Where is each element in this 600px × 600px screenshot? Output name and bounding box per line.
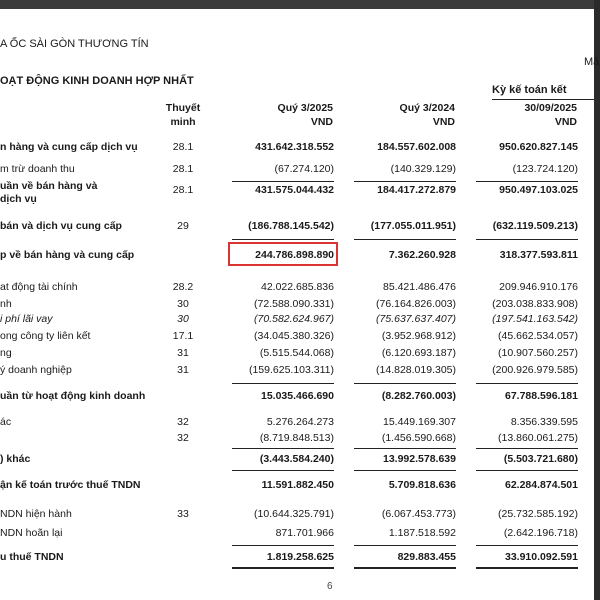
row-note: 32 [177, 416, 189, 428]
row-value-col1: (5.515.544.068) [259, 347, 334, 359]
col1-period: Quý 3/2025 [277, 102, 333, 114]
rule-col3-e [476, 470, 578, 471]
row-value-col3: (632.119.509.213) [492, 220, 578, 232]
row-value-col1: 11.591.882.450 [261, 479, 334, 491]
row-value-col1: (3.443.584.240) [259, 453, 334, 465]
row-value-col2: 7.362.260.928 [388, 249, 456, 261]
row-value-col2: 829.883.455 [397, 551, 456, 563]
row-value-col2: (76.164.826.003) [376, 298, 456, 310]
row-value-col3: 950.497.103.025 [499, 184, 578, 196]
row-label: ý doanh nghiệp [0, 364, 72, 376]
row-value-col3: (2.642.196.718) [503, 527, 578, 539]
row-label: NDN hiện hành [0, 508, 72, 520]
row-label: m trừ doanh thu [0, 163, 75, 175]
row-value-col3: 209.946.910.176 [499, 281, 578, 293]
rule-col2-a [354, 181, 456, 182]
row-note: 32 [177, 432, 189, 444]
col2-header [352, 101, 455, 129]
row-label: ) khác [0, 453, 31, 465]
rule-col1-b [232, 239, 334, 240]
row-value-col3: 318.377.593.811 [499, 249, 578, 261]
row-label: uần từ hoạt động kinh doanh [0, 390, 146, 402]
top-right-fragment: Mã [584, 56, 600, 68]
row-label: ong công ty liên kết [0, 330, 91, 342]
row-value-col1: 5.276.264.273 [266, 416, 334, 428]
row-value-col3: (25.732.585.192) [498, 508, 578, 520]
row-note: 31 [177, 364, 189, 376]
row-value-col3: (123.724.120) [512, 163, 578, 175]
period-group-header: Kỳ kế toán kết [492, 84, 567, 96]
rule-col1-e [232, 470, 334, 471]
row-note: 31 [177, 347, 189, 359]
row-value-col3: (13.860.061.275) [498, 432, 578, 444]
row-label: ng [0, 347, 12, 359]
row-label: ác [0, 416, 12, 428]
row-value-col3: (197.541.163.542) [492, 313, 578, 325]
row-value-col2: 184.557.602.008 [377, 141, 456, 153]
row-note: 28.1 [172, 184, 194, 196]
rule-col2-f [354, 545, 456, 546]
row-label: at động tài chính [0, 281, 78, 293]
row-value-col1: (72.588.090.331) [254, 298, 334, 310]
row-note: 28.1 [172, 141, 194, 153]
row-value-col1: (70.582.624.967) [254, 313, 334, 325]
row-value-col2: 1.187.518.592 [388, 527, 456, 539]
row-note: 33 [177, 508, 189, 520]
row-value-col2: 85.421.486.476 [383, 281, 456, 293]
rule-col1-c [232, 383, 334, 384]
row-value-col3: (45.662.534.057) [498, 330, 578, 342]
col1-header [230, 101, 333, 129]
period-group-rule [492, 99, 594, 100]
rule-col1-a [232, 181, 334, 182]
row-value-col2: (8.282.760.003) [381, 390, 456, 402]
row-label: bán và dịch vụ cung cấp [0, 220, 122, 232]
row-value-col1: 1.819.258.625 [266, 551, 334, 563]
row-label: ận kế toán trước thuế TNDN [0, 479, 141, 491]
row-value-col3: (203.038.833.908) [492, 298, 578, 310]
row-value-col2: (75.637.637.407) [376, 313, 456, 325]
right-edge [594, 0, 600, 600]
row-value-col3: 33.910.092.591 [505, 551, 578, 563]
row-value-col3: (5.503.721.680) [503, 453, 578, 465]
row-value-col2: 184.417.272.879 [377, 184, 456, 196]
col1-unit: VND [310, 116, 333, 128]
row-value-col1: (10.644.325.791) [254, 508, 334, 520]
rule-col1-d [232, 448, 334, 449]
note-header: Thuyết minh [165, 102, 201, 128]
rule-col1-f [232, 545, 334, 546]
row-value-col2: 15.449.169.307 [383, 416, 456, 428]
rule-col2-b [354, 239, 456, 240]
row-value-col1: (8.719.848.513) [259, 432, 334, 444]
row-value-col1: 871.701.966 [275, 527, 334, 539]
col3-header [474, 101, 577, 129]
row-label: nh [0, 298, 12, 310]
company-name: A ỐC SÀI GÒN THƯƠNG TÍN [0, 38, 149, 50]
row-label: i phí lãi vay [0, 313, 53, 325]
row-value-col2: (6.120.693.187) [381, 347, 456, 359]
rule-col3-d [476, 448, 578, 449]
rule-col3-a [476, 181, 578, 182]
row-value-col1: 431.575.044.432 [255, 184, 334, 196]
col3-unit: VND [554, 116, 577, 128]
rule-col2-d [354, 448, 456, 449]
row-value-col1: (34.045.380.326) [254, 330, 334, 342]
row-note: 28.1 [172, 163, 194, 175]
row-value-col2: (14.828.019.305) [376, 364, 456, 376]
row-note: 28.2 [172, 281, 194, 293]
row-note: 17.1 [172, 330, 194, 342]
row-note: 30 [177, 298, 189, 310]
row-value-col3: 67.788.596.181 [505, 390, 578, 402]
row-value-col1: 431.642.318.552 [255, 141, 334, 153]
row-value-col2: 5.709.818.636 [388, 479, 456, 491]
row-label: uần về bán hàng và dịch vụ [0, 180, 98, 205]
row-note: 29 [177, 220, 189, 232]
rule-col3-b [476, 239, 578, 240]
col2-period: Quý 3/2024 [399, 102, 455, 114]
row-value-col2: (177.055.011.951) [370, 220, 456, 232]
row-value-col1: 42.022.685.836 [261, 281, 334, 293]
rule-col3-f [476, 545, 578, 546]
row-value-col2: (3.952.968.912) [381, 330, 456, 342]
rule-col3-c [476, 383, 578, 384]
row-value-col2: 13.992.578.639 [383, 453, 456, 465]
rule-col2-e [354, 470, 456, 471]
col3-period: 30/09/2025 [524, 102, 577, 114]
top-bar [0, 0, 600, 9]
page-number: 6 [327, 581, 333, 592]
rule-col2-total [354, 567, 456, 569]
row-value-col3: 62.284.874.501 [505, 479, 578, 491]
rule-col2-c [354, 383, 456, 384]
row-value-col1: (159.625.103.311) [248, 364, 334, 376]
row-value-col1: (67.274.120) [274, 163, 334, 175]
rule-col1-total [232, 567, 334, 569]
row-value-col3: (200.926.979.585) [492, 364, 578, 376]
row-value-col3: 950.620.827.145 [499, 141, 578, 153]
row-label: p về bán hàng và cung cấp [0, 249, 135, 261]
col2-unit: VND [432, 116, 455, 128]
row-value-col1: 15.035.466.690 [261, 390, 334, 402]
highlight-box [228, 242, 338, 266]
row-value-col2: (140.329.129) [390, 163, 456, 175]
row-value-col2: (6.067.453.773) [381, 508, 456, 520]
row-value-col2: (1.456.590.668) [381, 432, 456, 444]
row-value-col1: (186.788.145.542) [248, 220, 334, 232]
row-note: 30 [177, 313, 189, 325]
row-label: NDN hoãn lại [0, 527, 63, 539]
rule-col3-total [476, 567, 578, 569]
row-value-col3: 8.356.339.595 [510, 416, 578, 428]
row-value-col3: (10.907.560.257) [498, 347, 578, 359]
row-value-col1: 244.786.898.890 [255, 249, 334, 261]
row-label: u thuế TNDN [0, 551, 64, 563]
row-label: n hàng và cung cấp dịch vụ [0, 141, 138, 153]
report-title: OẠT ĐỘNG KINH DOANH HỢP NHẤT [0, 75, 194, 87]
